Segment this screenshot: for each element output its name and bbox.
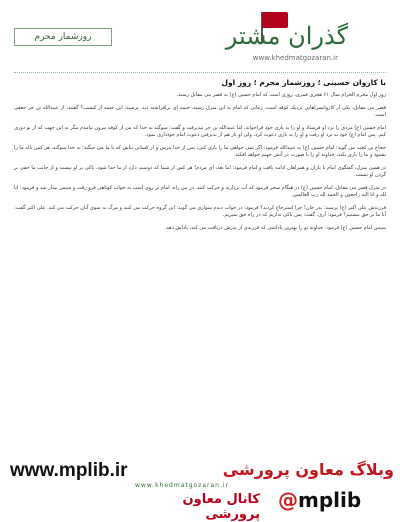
article-paragraph-4: حجاج بن کعب می گوید: امام حسین (ع) به عبیدالله فرمود: اگر نمی خواهی ما را یاری کنی، پس از خدا بترس و از کسانی نباش که با ما می جنگند؛ به خدا سوگند، هر کس ناله ما را بشنود و ما را یاری نکند، خداوند او را با صورت در آتش جهنم خواهد افکند. xyxy=(14,145,386,158)
header-divider xyxy=(14,72,386,74)
article-paragraph-6: در منزل قصر بنی مقاتل، امام حسین (ع) در هنگام سحر فرمود که آب بردارند و حرکت کنند. در بین راه، امام بر روی اسب به خواب کوتاهی فرو رفت و سپس بیدار شد و فرمود: انا لله و انا الیه راجعون و الحمد لله رب العالمین. xyxy=(14,185,386,198)
site-logo xyxy=(188,10,378,70)
site-url-link[interactable] xyxy=(10,460,128,482)
header xyxy=(14,10,386,72)
article-paragraph-3: امام حسین (ع) مردی را نزد او فرستاد و او را به یاری خود فراخواند، اما عبیدالله بن حر نپذیرفت و گفت: سوگند به خدا که من از کوفه بیرون نیامدم مگر به این جهت که از تو دوری کنم. پس امام (ع) خود به نزد او رفت و او را به یاری دعوت کرد، ولی او باز هم از پذیرفتن دعوت امام خودداری نمود. xyxy=(14,125,386,138)
article-heading: با کاروان حسینی ؛ روزشمار محرم ؛ روز اول xyxy=(221,78,386,87)
site-url-prefix: www. xyxy=(10,460,59,481)
site-url-main: mplib xyxy=(58,460,110,481)
article-paragraph-5: در همین منزل، گفتگوی امام با یاران و همراهان ادامه یافت و امام فرمود: اما بعد، ای مردم! هر کس از شما که دوست دارد از ما جدا شود، باکی بر او نیست و از جانب ما حقی بر گردن او نیست. xyxy=(14,165,386,178)
page-title: روزشمار محرم xyxy=(14,28,112,46)
article-paragraph-2: قصر بنی مقاتل، یکی از کاروانسراهایی نزدیک کوفه است. زمانی که امام به این منزل رسید، خیمه ای برافراشته دید. پرسید: این خیمه از کیست؟ گفتند: از عبیدالله بن حر جعفی است. xyxy=(14,105,386,118)
article-paragraph-1: روز اول محرم الحرام سال ۶۱ هجری قمری، روزی است که امام حسین (ع) به قصر بنی مقاتل رسید. xyxy=(176,92,386,98)
blog-title: وبلاگ معاون پرورشی xyxy=(222,460,394,479)
logo-text: گذران مشتر xyxy=(225,22,348,50)
article-paragraph-8: سپس امام حسین (ع) فرمود: خداوند تو را بهترین پاداشی که فرزندی از پدرش دریافت می کند، پاداش دهد. xyxy=(164,225,386,231)
handle-name: mplib xyxy=(298,488,362,512)
site-url-suffix: .ir xyxy=(109,460,128,481)
article xyxy=(14,78,386,465)
telegram-handle-link[interactable] xyxy=(278,488,361,512)
article-paragraph-7: فرزندش علی اکبر (ع) پرسید: پدر جان! چرا استرجاع کردید؟ فرمود: در خواب دیدم سواری می گوید: این گروه حرکت می کنند و مرگ به سوی آنان حرکت می کند. علی اکبر گفت: آیا ما بر حق نیستیم؟ فرمود: آری. گفت: پس باکی نداریم که در راه حق بمیریم. xyxy=(14,205,386,218)
watermark-url: www.khedmatgozaran.ir xyxy=(135,482,230,489)
telegram-channel-label: کانال معاون پرورشی xyxy=(182,492,260,522)
logo-subtitle: www.khedmatgozaran.ir xyxy=(252,54,338,62)
at-sign: @ xyxy=(278,488,298,512)
